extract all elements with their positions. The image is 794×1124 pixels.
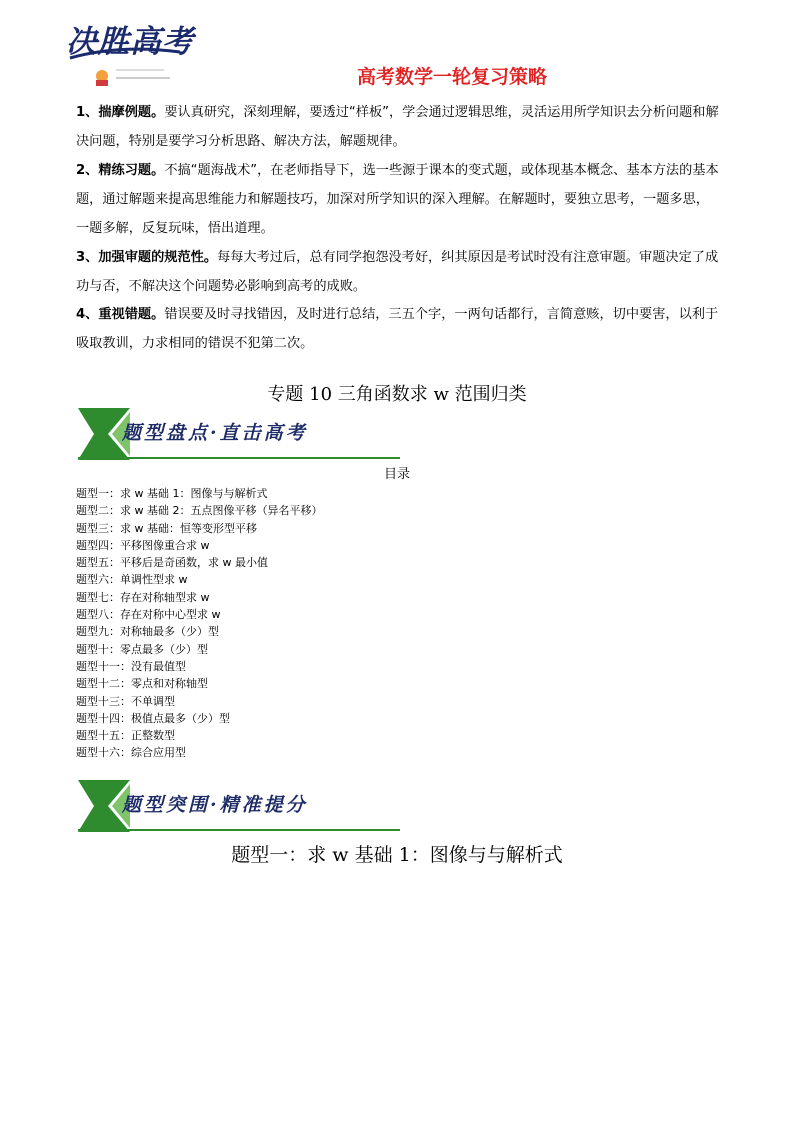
section-title: 题型一：求 w 基础 1：图像与与解析式: [231, 844, 563, 866]
strategy-paragraph-3: [76, 243, 722, 301]
toc-item[interactable]: 题型六：单调性型求 w: [76, 573, 188, 587]
strategy-body: 要认真研究，深刻理解，要透过“样板”，学会通过逻辑思维，灵活运用所学知识去分析问题和解决问题，特别是要学习分析思路、解决方法，解题规律。: [76, 105, 719, 149]
banner-question-overview: [78, 408, 400, 460]
main-title: 高考数学一轮复习策略: [356, 66, 547, 88]
toc-item[interactable]: 题型十五：正整数型: [76, 729, 175, 743]
toc-item[interactable]: 题型三：求 w 基础：恒等变形型平移: [76, 521, 257, 535]
toc-item[interactable]: 题型一：求 w 基础 1：图像与与解析式: [76, 487, 268, 500]
strategy-paragraph-1: [76, 98, 722, 156]
strategy-head: 4、重视错题。: [76, 307, 165, 322]
banner-question-breakthrough: [78, 780, 400, 832]
strategy-head: 2、精练习题。: [76, 163, 165, 178]
toc-item[interactable]: 题型十三：不单调型: [76, 694, 175, 708]
toc-item[interactable]: 题型十一：没有最值型: [76, 659, 186, 673]
strategy-body: 不搞“题海战术”，在老师指导下，选一些源于课本的变式题，或体现基本概念、基本方法的基本题，通过解题来提高思维能力和解题技巧，加深对所学知识的深入理解。在解题时，要独立思考，一题多思，一题多解，反复玩味，悟出道理。: [76, 163, 719, 236]
strategy-paragraph-4: [76, 300, 722, 358]
toc-item[interactable]: 题型二：求 w 基础 2：五点图像平移（异名平移）: [76, 504, 323, 518]
toc-item[interactable]: 题型七：存在对称轴型求 w: [76, 590, 210, 604]
strategy-head: 3、加强审题的规范性。: [76, 250, 218, 265]
toc-item[interactable]: 题型十二：零点和对称轴型: [76, 677, 208, 691]
strategy-paragraph-2: [76, 156, 722, 243]
strategy-head: 1、揣摩例题。: [76, 105, 165, 120]
toc-item[interactable]: 题型四：平移图像重合求 w: [76, 538, 210, 552]
toc-title: 目录: [384, 467, 411, 482]
banner-text: 题型突围·精准提分: [122, 794, 308, 816]
toc-item[interactable]: 题型八：存在对称中心型求 w: [76, 608, 221, 622]
toc-item[interactable]: 题型十四：极值点最多（少）型: [76, 711, 230, 725]
strategy-body: 每每大考过后，总有同学抱怨没考好，纠其原因是考试时没有注意审题。审题决定了成功与否，不解决这个问题势必影响到高考的成败。: [76, 250, 719, 294]
banner-text: 题型盘点·直击高考: [122, 422, 308, 444]
strategy-body: 错误要及时寻找错因，及时进行总结，三五个字，一两句话都行，言简意赅，切中要害，以利于吸取教训，力求相同的错误不犯第二次。: [76, 307, 719, 351]
toc-item[interactable]: 题型十：零点最多（少）型: [76, 642, 208, 656]
toc-item[interactable]: 题型十六：综合应用型: [76, 746, 186, 760]
logo-text: 决胜高考: [66, 24, 194, 60]
toc-item[interactable]: 题型九：对称轴最多（少）型: [76, 625, 219, 639]
toc-list: [76, 485, 322, 762]
topic-title: 专题 10 三角函数求 w 范围归类: [267, 384, 527, 405]
toc-item[interactable]: 题型五：平移后是奇函数，求 w 最小值: [76, 556, 268, 570]
